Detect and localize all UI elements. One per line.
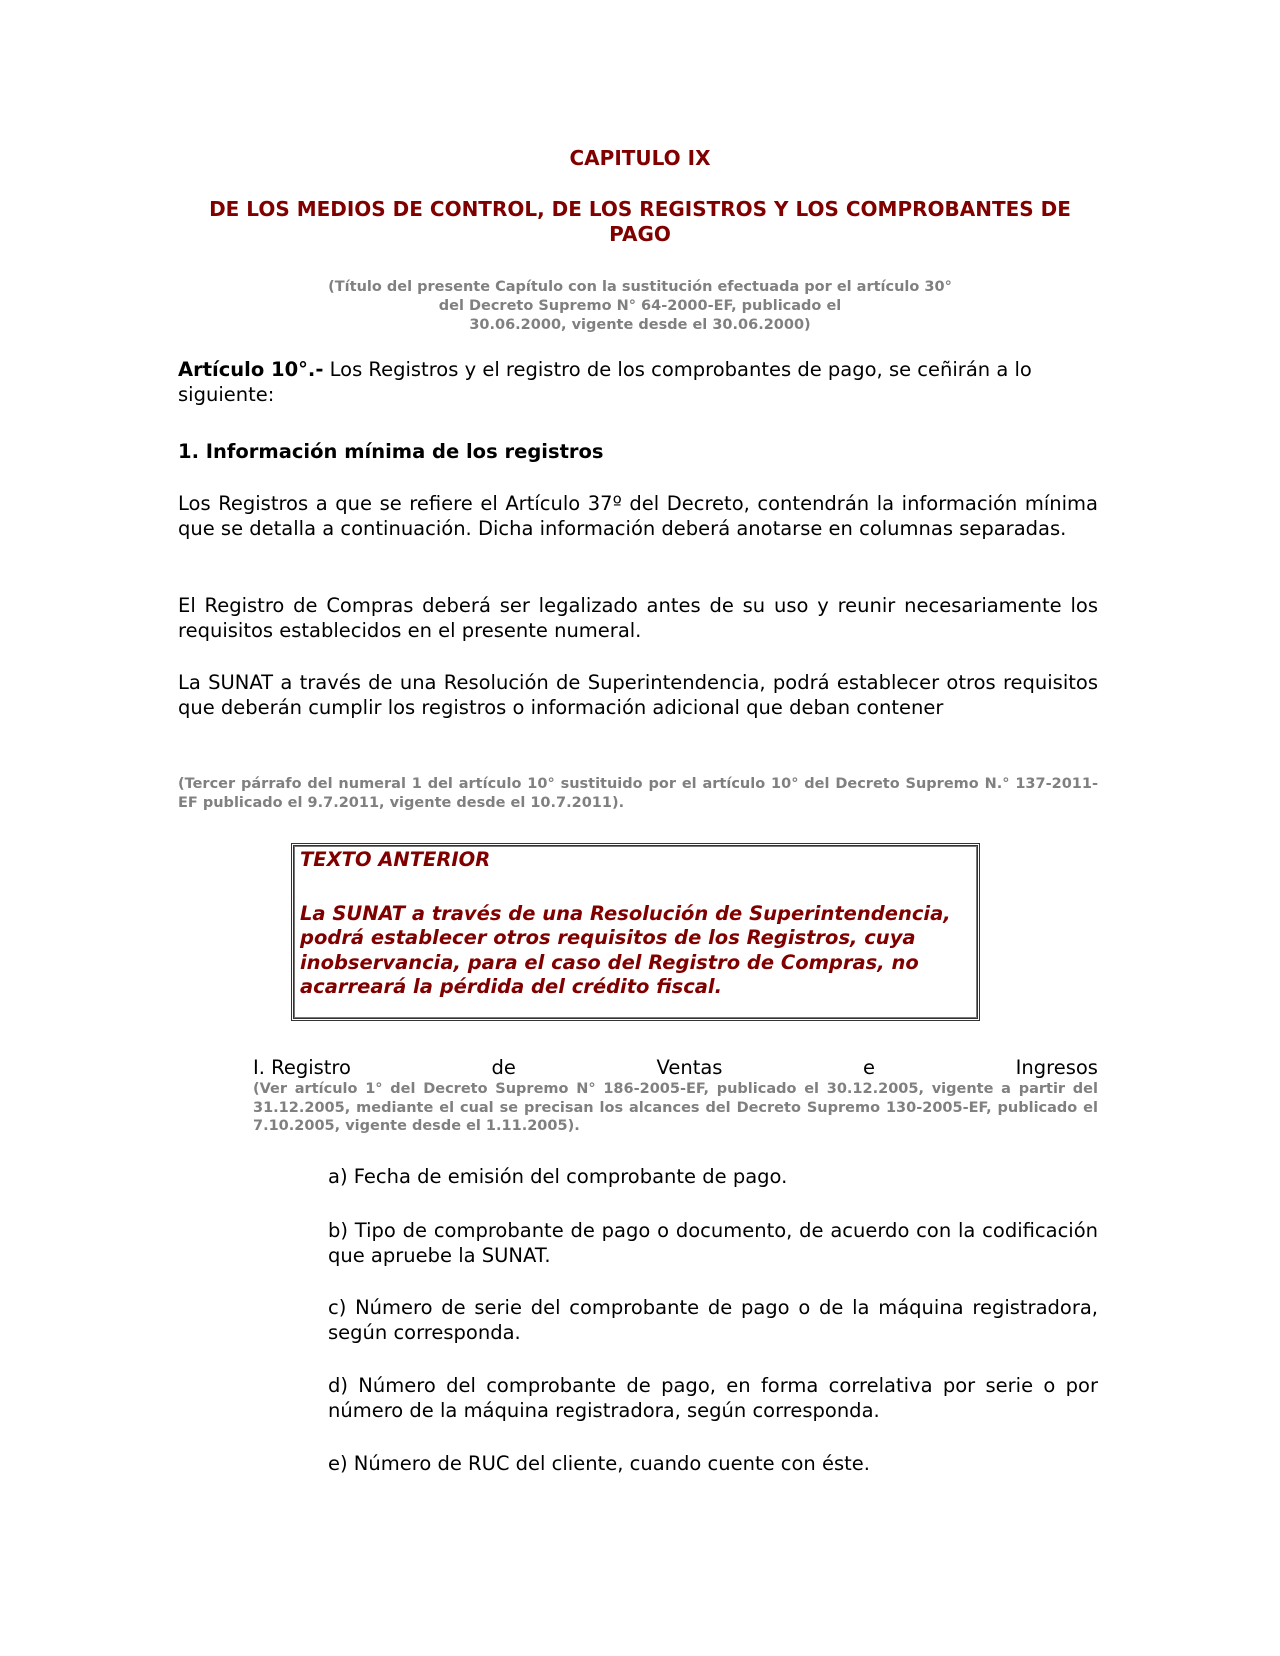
chapter-subtitle: DE LOS MEDIOS DE CONTROL, DE LOS REGISTROS Y LOS COMPROBANTES DE PAGO: [209, 197, 1071, 246]
registro-word: Ventas: [656, 1056, 723, 1079]
list-item: a) Fecha de emisión del comprobante de pago.: [328, 1165, 788, 1188]
chapter-note-line: 30.06.2000, vigente desde el 30.06.2000): [469, 317, 811, 333]
paragraph: El Registro de Compras deberá ser legalizado antes de su uso y reunir necesariamente los requisitos establecidos en el presente numeral.: [178, 594, 1098, 642]
list-item: c) Número de serie del comprobante de pago o de la máquina registradora, según corresponda.: [328, 1296, 1098, 1344]
section-heading: 1. Información mínima de los registros: [178, 440, 604, 463]
article-label: Artículo 10°.-: [178, 358, 324, 381]
registro-ventas-heading: [253, 1056, 1098, 1080]
list-item: d) Número del comprobante de pago, en forma correlativa por serie o por número de la máquina registradora, según corresponda.: [328, 1374, 1098, 1422]
paragraph: Los Registros a que se refiere el Artículo 37º del Decreto, contendrán la información mínima que se detalla a continuación. Dicha información deberá anotarse en columnas separadas.: [178, 492, 1098, 540]
previous-text-heading: TEXTO ANTERIOR: [300, 848, 491, 871]
amendment-note: (Tercer párrafo del numeral 1 del artículo 10° sustituido por el artículo 10° del Decreto Supremo N.° 137-2011-EF publicado el 9.7.2011, vigente desde el 10.7.2011).: [178, 776, 1098, 811]
registro-word: e: [863, 1056, 876, 1079]
list-item: e) Número de RUC del cliente, cuando cuente con éste.: [328, 1452, 870, 1475]
chapter-title: CAPITULO IX: [569, 146, 711, 170]
article-intro-text: Los Registros y el registro de los comprobantes de pago, se ceñirán a lo siguiente:: [178, 358, 1032, 406]
chapter-note-line: (Título del presente Capítulo con la sustitución efectuada por el artículo 30°: [328, 279, 952, 295]
article-intro: [178, 358, 1098, 407]
registro-word: Ingresos: [1015, 1056, 1098, 1079]
registro-word: I. Registro: [253, 1056, 351, 1079]
previous-text-box: [291, 843, 980, 1021]
chapter-note: [260, 278, 1020, 335]
chapter-note-line: del Decreto Supremo N° 64-2000-EF, publicado el: [438, 298, 842, 314]
registro-ventas-note: (Ver artículo 1° del Decreto Supremo N° 186-2005-EF, publicado el 30.12.2005, vigente a partir del 31.12.2005, mediante el cual se precisan los alcances del Decreto Supremo 130-2005-EF, publicado el 7.10.2005, vigente desde el 1.11.2005).: [253, 1081, 1098, 1134]
registro-word: de: [491, 1056, 516, 1079]
paragraph: La SUNAT a través de una Resolución de Superintendencia, podrá establecer otros requisitos que deberán cumplir los registros o información adicional que deban contener: [178, 671, 1098, 719]
list-item: b) Tipo de comprobante de pago o documento, de acuerdo con la codificación que apruebe la SUNAT.: [328, 1219, 1098, 1267]
previous-text-body: La SUNAT a través de una Resolución de Superintendencia, podrá establecer otros requisitos de los Registros, cuya inobservancia, para el caso del Registro de Compras, no acarreará la pérdida del crédito fiscal.: [300, 901, 951, 998]
